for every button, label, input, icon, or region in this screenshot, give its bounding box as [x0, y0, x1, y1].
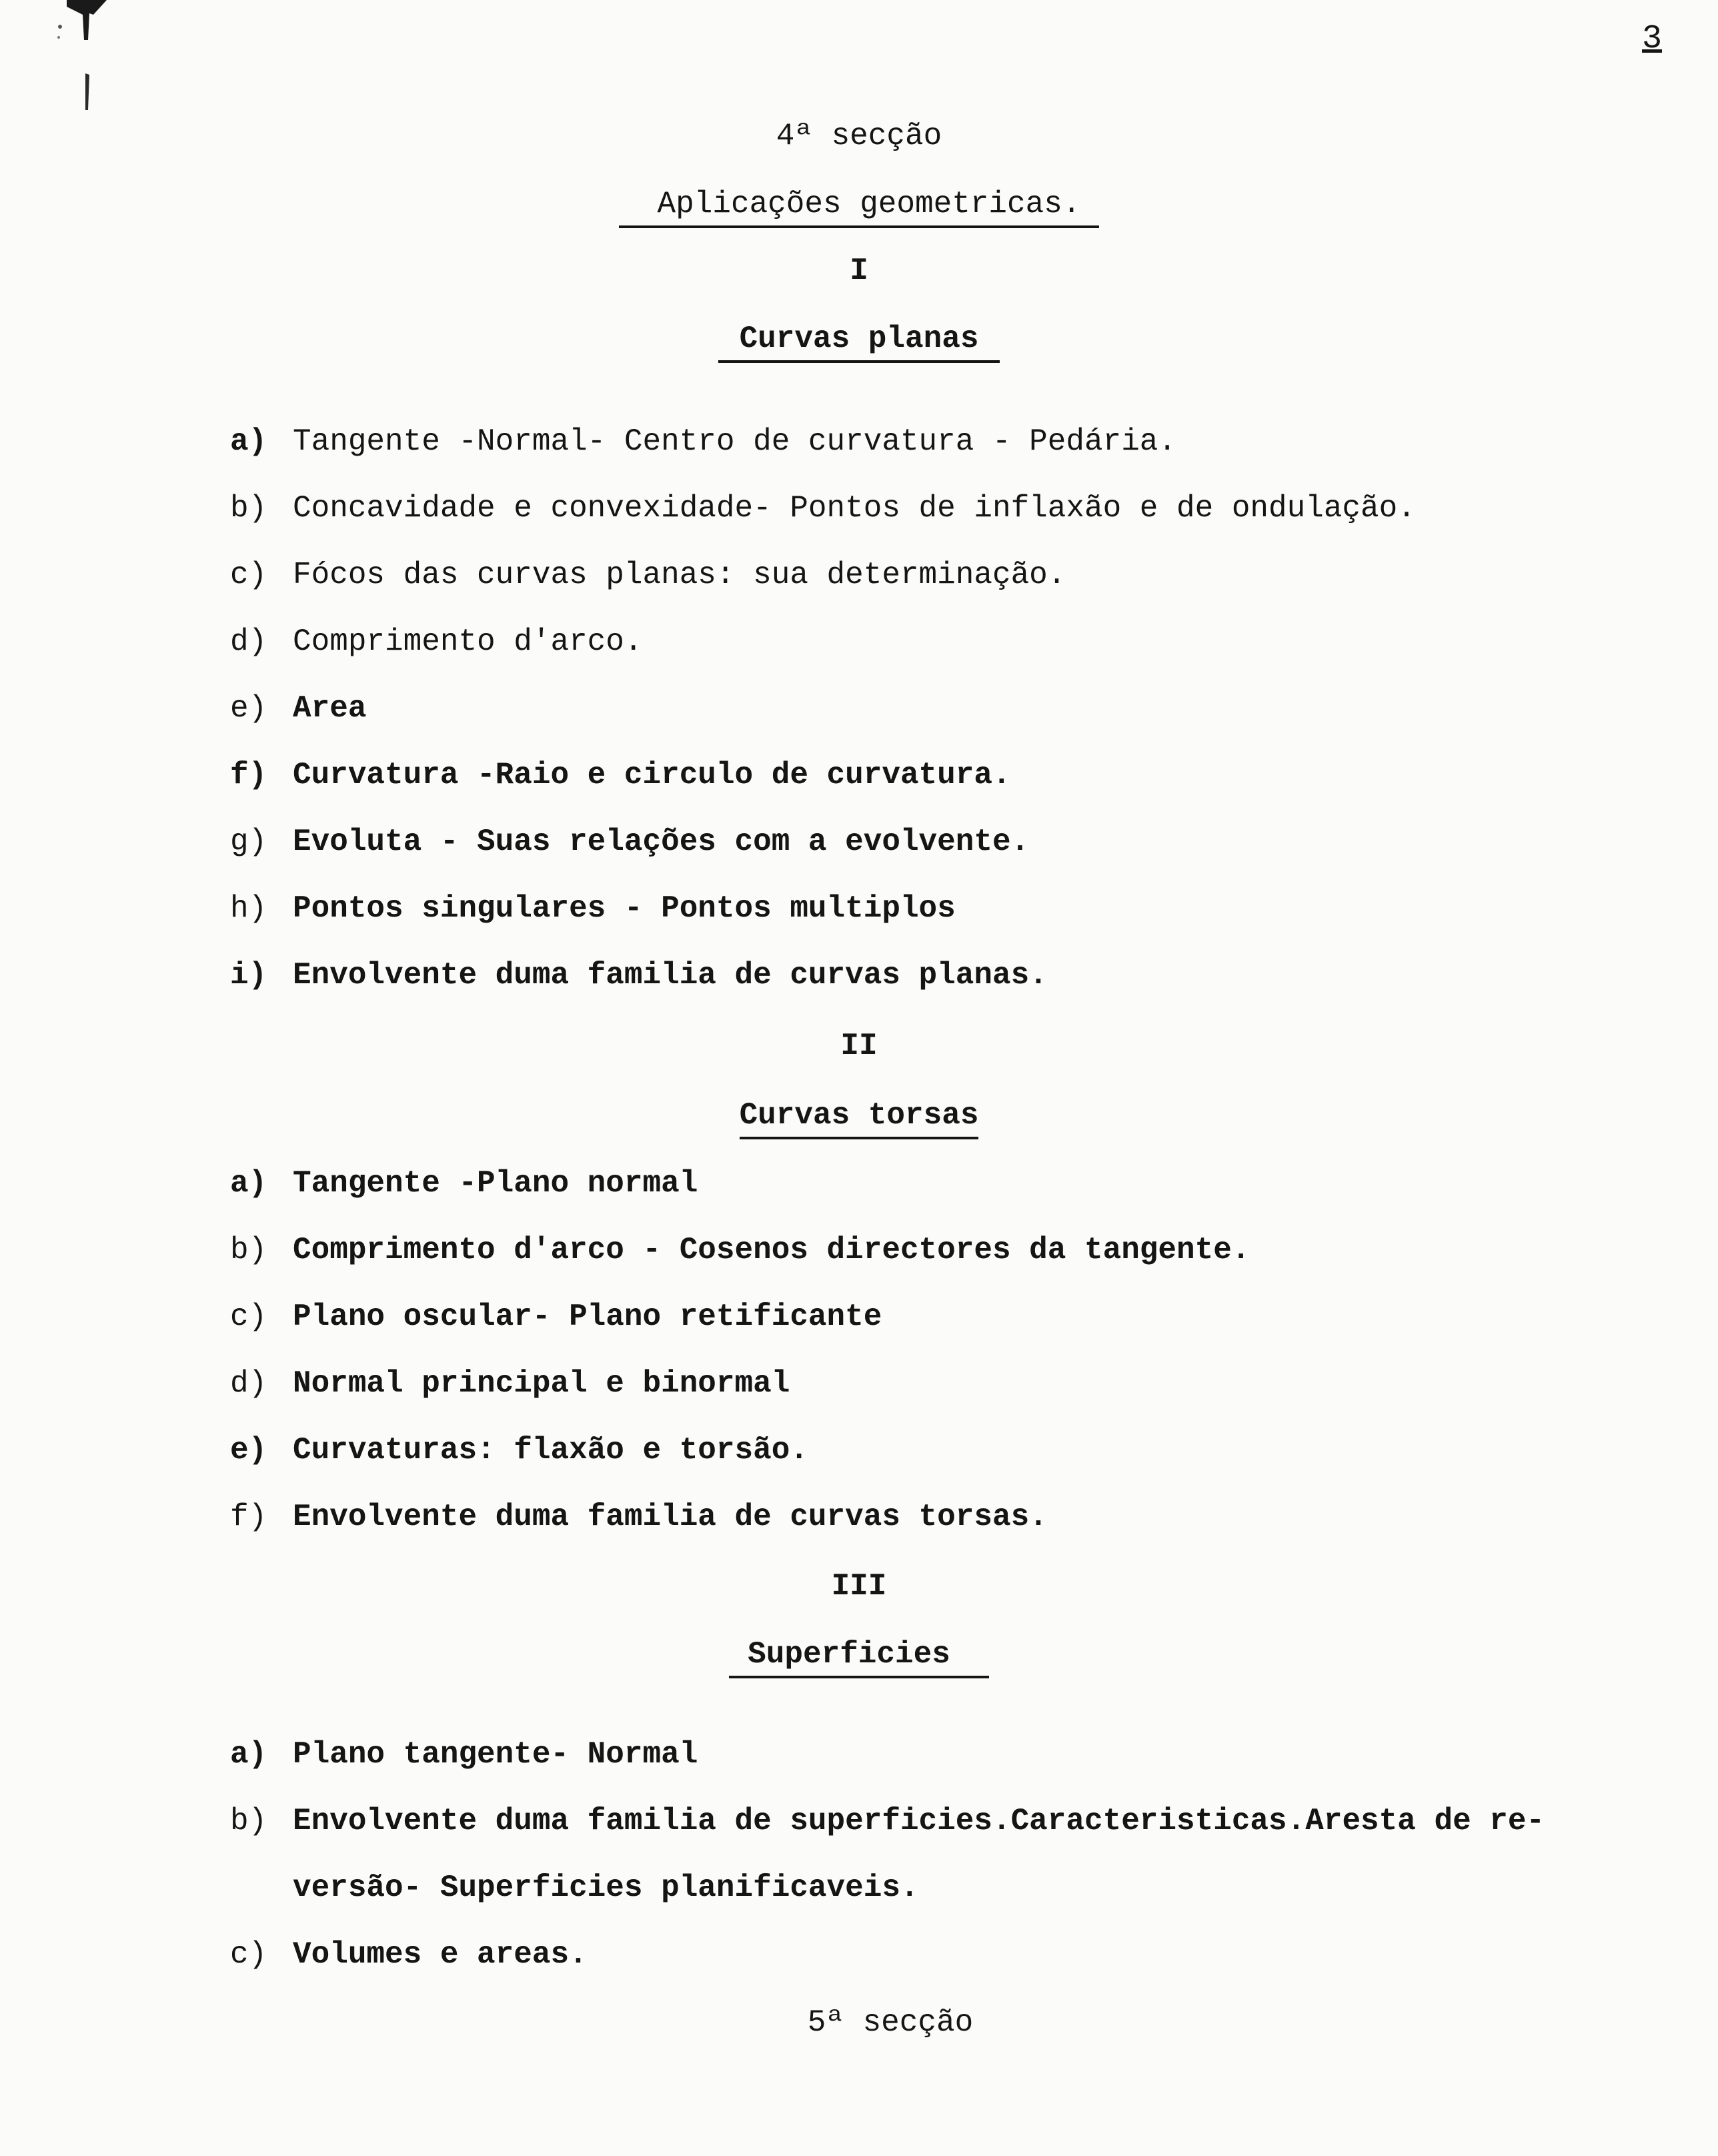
list-item — [230, 1231, 1697, 1269]
list-item — [230, 623, 1697, 660]
item-text: Envolvente duma familia de superficies.Caracteristicas.Aresta de re- — [293, 1804, 1545, 1838]
section-4-title-text: Aplicações geometricas. — [619, 185, 1100, 228]
item-letter: b) — [230, 1233, 267, 1267]
item-text: Volumes e areas. — [293, 1937, 588, 1972]
list-item — [230, 1165, 1697, 1202]
list-item — [230, 957, 1697, 994]
part-1-title: Curvas planas — [0, 320, 1718, 363]
item-letter: f) — [230, 758, 267, 792]
part-2-title: Curvas torsas — [0, 1097, 1718, 1139]
list-item — [230, 756, 1697, 794]
item-letter: a) — [230, 1166, 267, 1201]
item-letter: d) — [230, 624, 267, 659]
item-letter: a) — [230, 424, 267, 459]
list-item — [230, 1365, 1697, 1402]
part-3-title: Superficies — [0, 1636, 1718, 1678]
section-4-heading-text: 4ª secção — [776, 119, 942, 153]
list-item — [230, 1498, 1697, 1536]
list-item — [230, 556, 1697, 594]
list-item — [230, 423, 1697, 460]
item-letter: b) — [230, 1804, 267, 1838]
part-2-numeral: II — [840, 1029, 878, 1063]
ink-stain-mark — [40, 0, 120, 113]
item-text: Evoluta - Suas relações com a evolvente. — [293, 825, 1030, 859]
item-text: Fócos das curvas planas: sua determinação. — [293, 558, 1066, 592]
item-text: Tangente -Normal- Centro de curvatura - Pedária. — [293, 424, 1177, 459]
item-letter: c) — [230, 1937, 267, 1972]
item-text: Tangente -Plano normal — [293, 1166, 698, 1201]
item-text: Comprimento d'arco - Cosenos directores da tangente. — [293, 1233, 1250, 1267]
list-item — [230, 490, 1697, 527]
list-item — [230, 1736, 1697, 1773]
item-letter: c) — [230, 1299, 267, 1334]
item-letter: c) — [230, 558, 267, 592]
list-item — [230, 1936, 1697, 1973]
item-text: Plano tangente- Normal — [293, 1737, 698, 1772]
item-text: Comprimento d'arco. — [293, 624, 643, 659]
section-5-heading — [0, 2004, 1718, 2041]
list-item — [230, 823, 1697, 861]
list-item — [230, 1298, 1697, 1335]
list-item-continuation — [293, 1869, 1718, 1907]
section-5-heading-text: 5ª secção — [807, 2005, 974, 2040]
item-text: Envolvente duma familia de curvas planas. — [293, 958, 1048, 993]
part-1-numeral: I — [850, 253, 868, 288]
item-letter: f) — [230, 1500, 267, 1534]
list-item — [230, 1802, 1697, 1840]
item-text: Concavidade e convexidade- Pontos de inflaxão e de ondulação. — [293, 491, 1416, 526]
item-text: Area — [293, 691, 367, 726]
list-item — [230, 690, 1697, 727]
item-text: Curvatura -Raio e circulo de curvatura. — [293, 758, 1011, 792]
list-item — [230, 1432, 1697, 1469]
item-letter: d) — [230, 1366, 267, 1401]
list-item — [230, 890, 1697, 927]
section-4-heading — [0, 117, 1718, 155]
item-letter: a) — [230, 1737, 267, 1772]
item-letter: e) — [230, 691, 267, 726]
part-3-numeral: III — [831, 1569, 887, 1604]
page-number: 3 — [1642, 20, 1663, 58]
item-text: Envolvente duma familia de curvas torsas. — [293, 1500, 1048, 1534]
item-letter: i) — [230, 958, 267, 993]
item-letter: e) — [230, 1433, 267, 1468]
item-text: Plano oscular- Plano retificante — [293, 1299, 882, 1334]
item-text: Normal principal e binormal — [293, 1366, 790, 1401]
item-text: Curvaturas: flaxão e torsão. — [293, 1433, 808, 1468]
item-letter: g) — [230, 825, 267, 859]
item-letter: b) — [230, 491, 267, 526]
item-letter: h) — [230, 891, 267, 926]
item-text: versão- Superficies planificaveis. — [293, 1870, 919, 1905]
item-text: Pontos singulares - Pontos multiplos — [293, 891, 956, 926]
section-4-title — [0, 185, 1718, 228]
